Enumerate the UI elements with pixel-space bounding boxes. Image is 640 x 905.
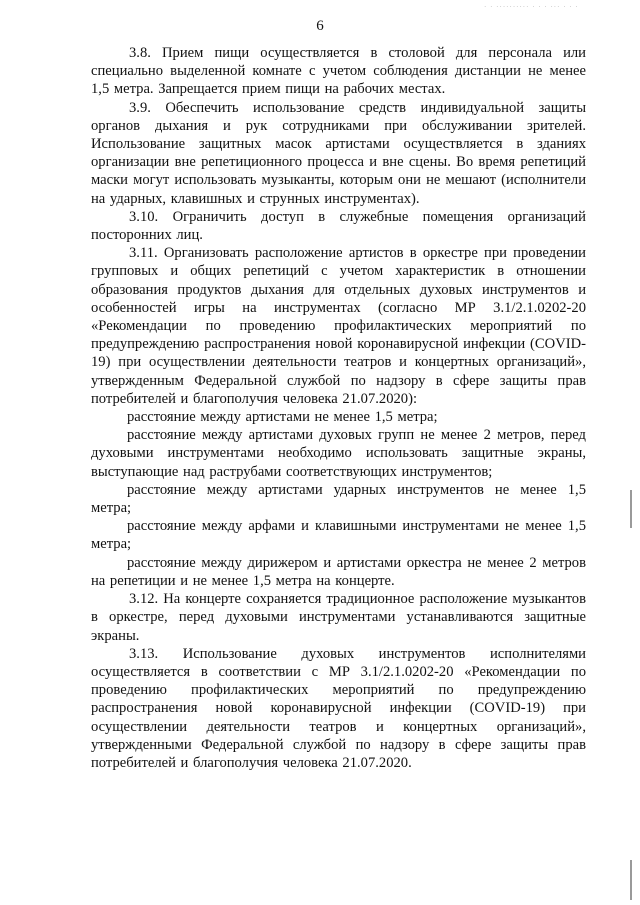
distance-item: расстояние между артистами не менее 1,5 метра; (127, 409, 438, 426)
paragraph-3-9: 3.9. Обеспечить использование средств индивидуальной защиты органов дыхания и рук сотрудниками при обслуживании зрителей. Использование защитных масок артистами осуществляется в зданиях организации вне репетиционного процесса и вне сцены. Во время репетиций маски могут использовать музыканты, которым они не мешают (исполнители на ударных, клавишных и струнных инструментах). (91, 99, 586, 207)
page-number: 6 (316, 18, 324, 34)
paragraph-3-10: 3.10. Ограничить доступ в служебные помещения организаций посторонних лиц. (91, 208, 586, 244)
paragraph-3-13: 3.13. Использование духовых инструментов исполнителями осуществляется в соответствии с МР 3.1/2.1.0202-20 «Рекомендации по проведению профилактических мероприятий по предупреждению распространения новой коронавирусной инфекции (COVID-19) при осуществлении деятельности театров и концертных организаций», утвержденными Федеральной службой по надзору в сфере защиты прав потребителей и благополучия человека 21.07.2020. (91, 645, 586, 771)
document-body (91, 44, 586, 772)
paragraph-3-8: 3.8. Прием пищи осуществляется в столовой для персонала или специально выделенной комнате с учетом соблюдения дистанции не менее 1,5 метра. Запрещается прием пищи на рабочих местах. (91, 45, 586, 98)
paragraph-3-11: 3.11. Организовать расположение артистов в оркестре при проведении групповых и общих репетиций с учетом характеристик в отношении образования продуктов дыхания для отдельных духовых инструментов и особенностей игры на инструментах (согласно МР 3.1/2.1.0202-20 «Рекомендации по проведению профилактических мероприятий по предупреждению распространения новой коронавирусной инфекции (COVID-19) при осуществлении деятельности театров и концертных организаций», утвержденным Федеральной службой по надзору в сфере защиты прав потребителей и благополучия человека 21.07.2020): (91, 245, 586, 407)
scan-edge-mark (630, 860, 632, 900)
paragraph-3-12: 3.12. На концерте сохраняется традиционное расположение музыкантов в оркестре, перед духовыми инструментами устанавливаются защитные экраны. (91, 591, 586, 644)
scan-artifact: · · ·········· · · · ··· · · · (484, 3, 579, 11)
distance-item: расстояние между артистами духовых групп не менее 2 метров, перед духовыми инструментами необходимо использовать защитные экраны, выступающие над раструбами соответствующих инструментов; (91, 427, 586, 480)
distance-item: расстояние между арфами и клавишными инструментами не менее 1,5 метра; (91, 518, 586, 553)
scan-edge-mark (630, 490, 632, 528)
distance-item: расстояние между артистами ударных инструментов не менее 1,5 метра; (91, 481, 586, 517)
distance-item: расстояние между дирижером и артистами оркестра не менее 2 метров на репетиции и не менее 1,5 метра на концерте. (91, 554, 586, 589)
